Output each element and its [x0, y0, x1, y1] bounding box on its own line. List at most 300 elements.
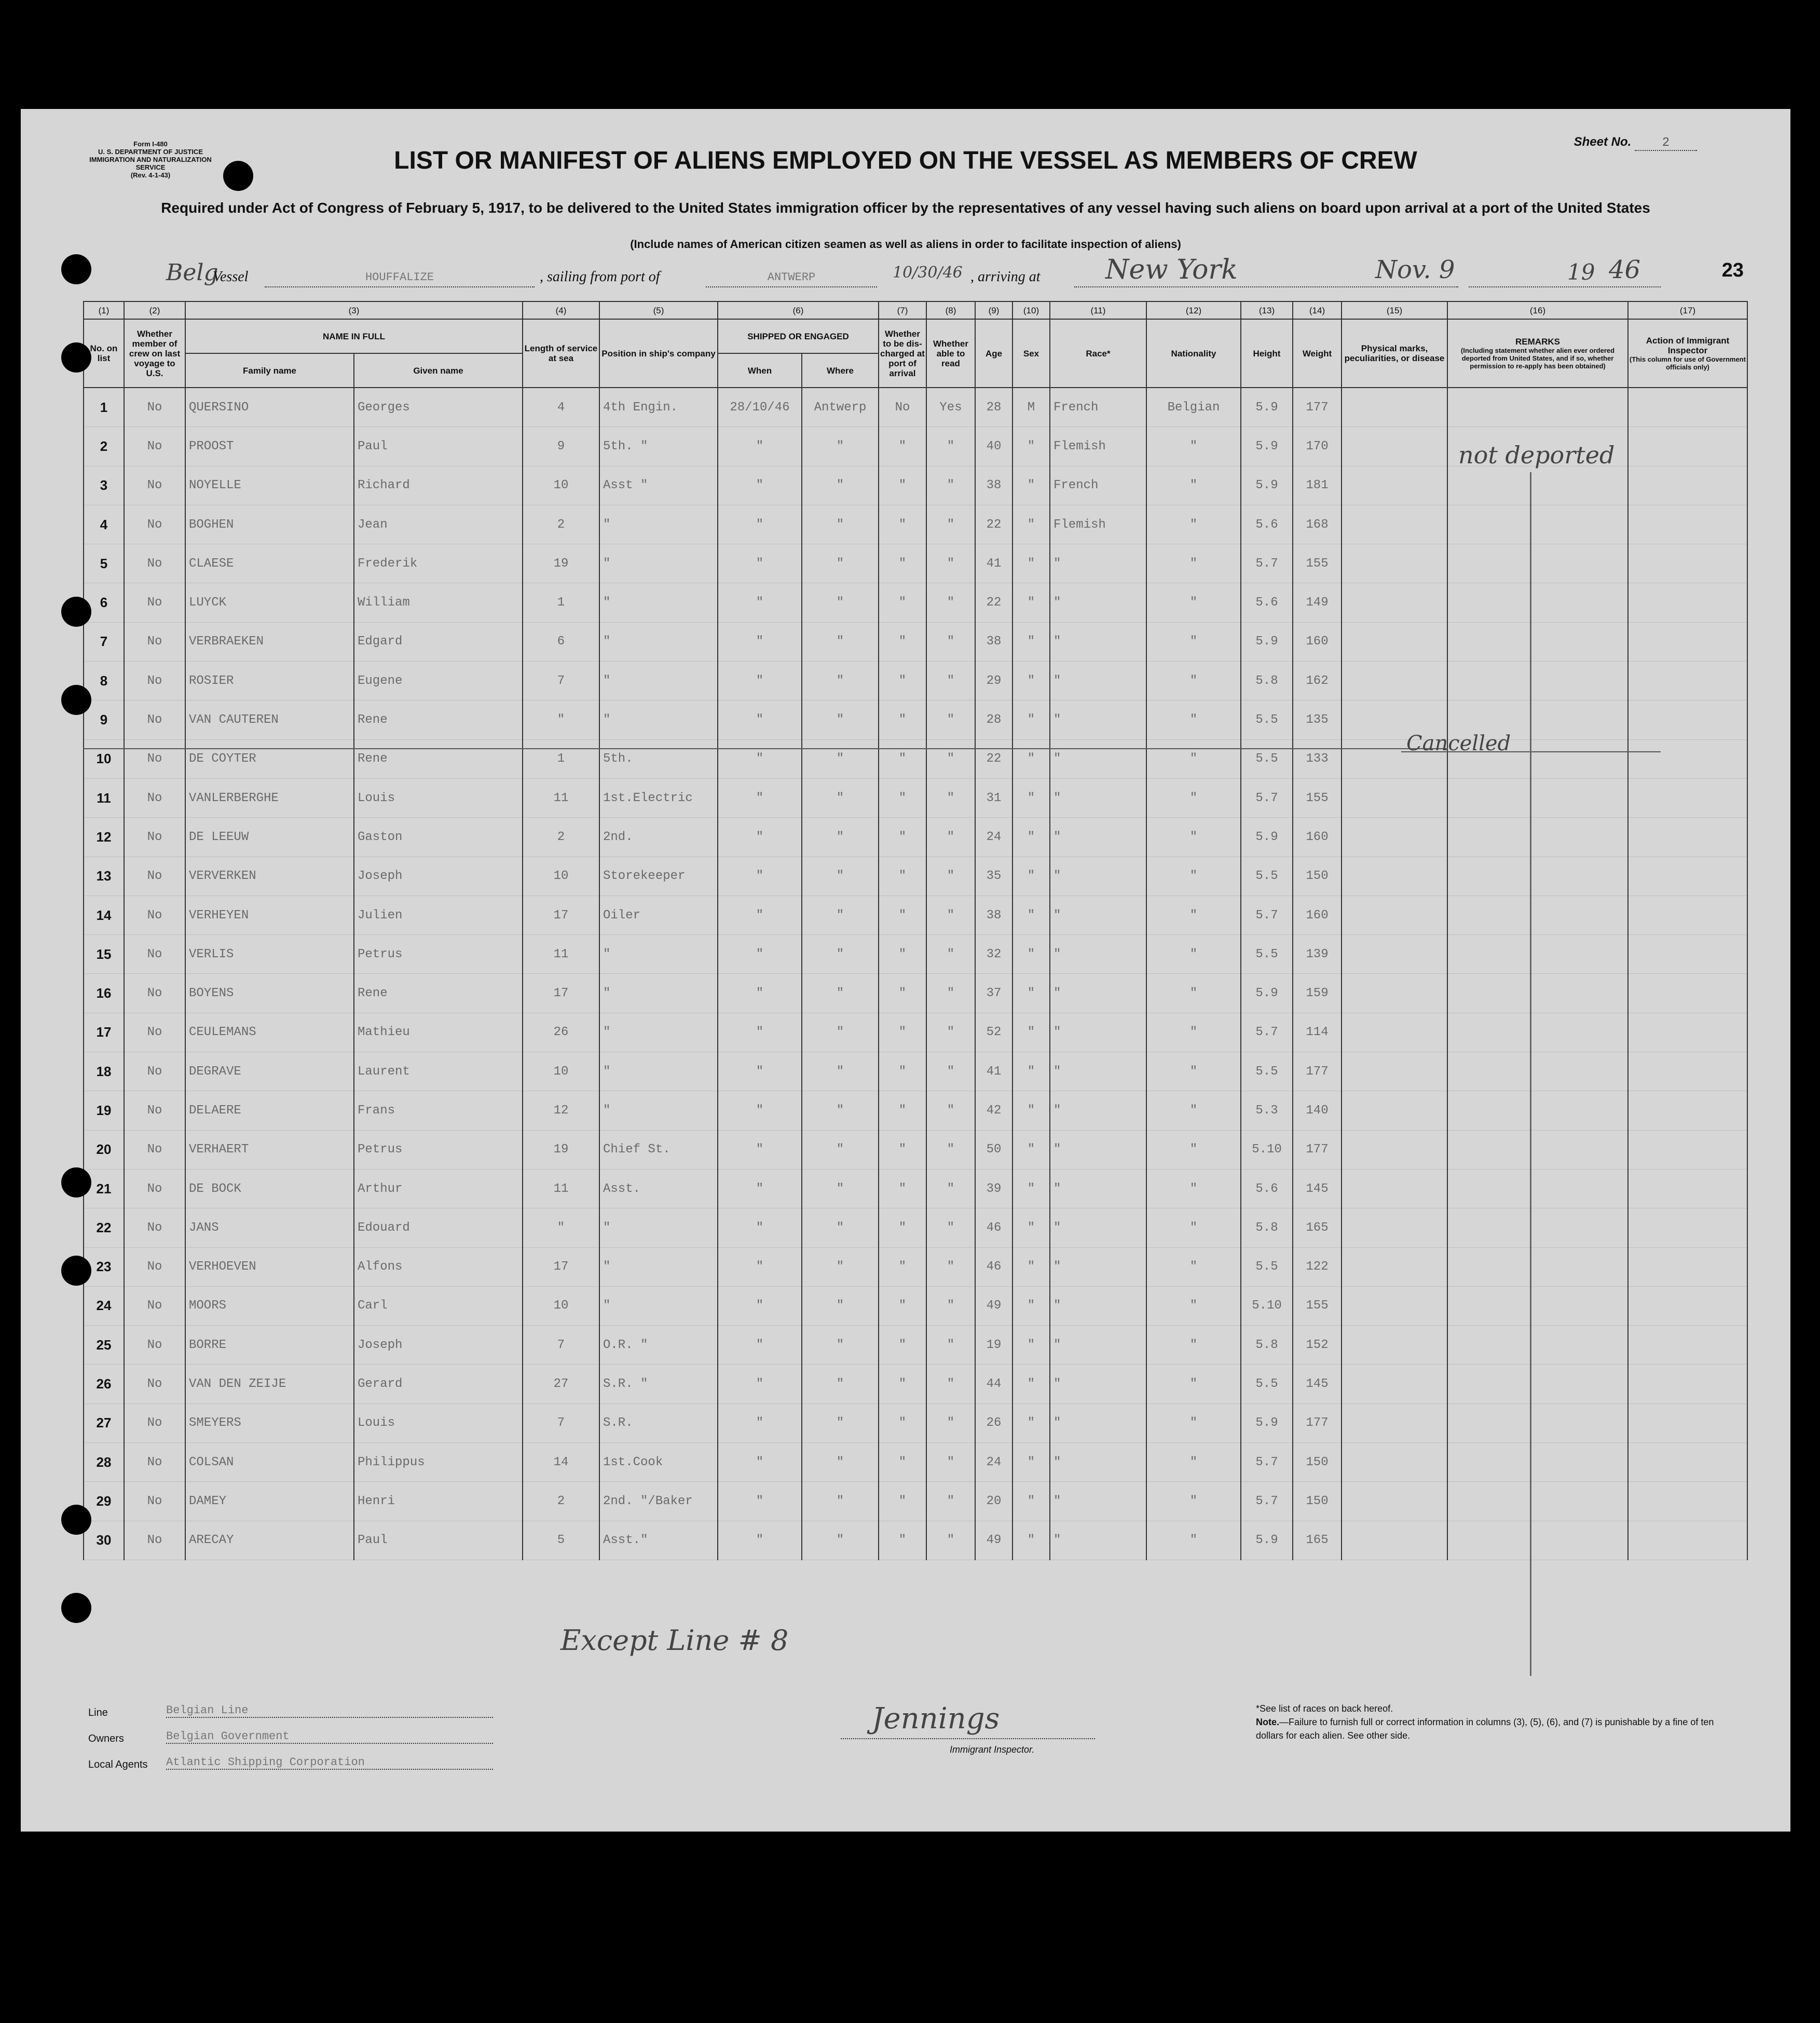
cell-when: "	[718, 1169, 802, 1208]
cell-race: "	[1050, 935, 1146, 974]
cell-weight: 145	[1293, 1169, 1342, 1208]
except-line-note: Except Line # 8	[560, 1624, 789, 1657]
cell-no: 2	[84, 427, 124, 466]
cell-physical	[1342, 583, 1447, 622]
cell-when: "	[718, 1130, 802, 1169]
cell-remarks	[1447, 1013, 1628, 1052]
cell-weight: 181	[1293, 466, 1342, 505]
cell-when: 28/10/46	[718, 388, 802, 427]
cell-height: 5.9	[1241, 466, 1293, 505]
cell-race: "	[1050, 1482, 1146, 1521]
cell-last: No	[124, 427, 185, 466]
cell-age: 41	[975, 1052, 1012, 1091]
cell-position: Asst."	[599, 1521, 718, 1560]
cell-height: 5.6	[1241, 1169, 1293, 1208]
page-number: 23	[1721, 259, 1744, 281]
cell-inspector	[1628, 1326, 1747, 1365]
cell-race: Flemish	[1050, 427, 1146, 466]
cell-read: "	[926, 778, 975, 817]
binder-hole	[61, 1505, 91, 1535]
cell-weight: 150	[1293, 857, 1342, 896]
cell-age: 29	[975, 662, 1012, 700]
remarks-title: REMARKS	[1515, 337, 1560, 347]
cell-read: "	[926, 739, 975, 778]
cell-nationality: "	[1146, 700, 1241, 739]
cell-nationality: "	[1146, 1091, 1241, 1130]
cell-when: "	[718, 700, 802, 739]
cell-read: "	[926, 1208, 975, 1247]
cell-remarks	[1447, 1208, 1628, 1247]
col-9-num: (9)	[975, 301, 1012, 319]
cell-last: No	[124, 1326, 185, 1365]
cell-position: "	[599, 1247, 718, 1286]
cell-disch: "	[879, 1130, 926, 1169]
table-row	[84, 662, 1747, 700]
cell-sex: "	[1012, 857, 1050, 896]
cell-given: Rene	[354, 974, 523, 1013]
cell-nationality: "	[1146, 1403, 1241, 1442]
cell-where: "	[802, 857, 879, 896]
cell-weight: 177	[1293, 1130, 1342, 1169]
cell-nationality: "	[1146, 1443, 1241, 1482]
cell-weight: 162	[1293, 662, 1342, 700]
col-13-num: (13)	[1241, 301, 1293, 319]
cell-given: Paul	[354, 427, 523, 466]
col-14-num: (14)	[1293, 301, 1342, 319]
cell-family: ROSIER	[185, 662, 354, 700]
cell-last: No	[124, 1482, 185, 1521]
cell-given: Louis	[354, 1403, 523, 1442]
cell-disch: "	[879, 505, 926, 544]
cell-no: 25	[84, 1326, 124, 1365]
cell-height: 5.9	[1241, 818, 1293, 857]
agents-value: Atlantic Shipping Corporation	[166, 1756, 493, 1770]
cell-inspector	[1628, 857, 1747, 896]
cell-family: PROOST	[185, 427, 354, 466]
col-header-physical: Physical marks, peculiarities, or disease	[1342, 319, 1447, 388]
cell-disch: "	[879, 583, 926, 622]
cell-disch: "	[879, 778, 926, 817]
cell-weight: 177	[1293, 1052, 1342, 1091]
cell-last: No	[124, 857, 185, 896]
cell-given: Arthur	[354, 1169, 523, 1208]
cell-race: "	[1050, 583, 1146, 622]
cell-given: Paul	[354, 1521, 523, 1560]
cell-sex: "	[1012, 1013, 1050, 1052]
cell-weight: 133	[1293, 739, 1342, 778]
cell-where: "	[802, 544, 879, 583]
cell-given: Petrus	[354, 935, 523, 974]
cell-inspector	[1628, 505, 1747, 544]
cell-weight: 170	[1293, 427, 1342, 466]
cell-age: 24	[975, 818, 1012, 857]
cell-disch: "	[879, 896, 926, 934]
cell-position: "	[599, 662, 718, 700]
cell-given: Louis	[354, 778, 523, 817]
table-row	[84, 1130, 1747, 1169]
cell-where: "	[802, 466, 879, 505]
cell-service: 10	[523, 466, 599, 505]
cell-position: "	[599, 505, 718, 544]
cell-sex: "	[1012, 583, 1050, 622]
cell-weight: 155	[1293, 544, 1342, 583]
cell-physical	[1342, 466, 1447, 505]
table-row	[84, 1482, 1747, 1521]
form-number: Form I-480	[133, 140, 168, 148]
cell-remarks	[1447, 1521, 1628, 1560]
cell-when: "	[718, 935, 802, 974]
cell-given: Frederik	[354, 544, 523, 583]
cell-remarks	[1447, 1091, 1628, 1130]
note-text: —Failure to furnish full or correct information in columns (3), (5), (6), and (7) is punishable by a fine of ten dollars for each alien. See other side.	[1256, 1717, 1714, 1741]
cell-family: ARECAY	[185, 1521, 354, 1560]
cell-nationality: "	[1146, 974, 1241, 1013]
document-title: LIST OR MANIFEST OF ALIENS EMPLOYED ON THE VESSEL AS MEMBERS OF CREW	[394, 147, 1417, 174]
cell-race: French	[1050, 466, 1146, 505]
cell-inspector	[1628, 1091, 1747, 1130]
cell-read: "	[926, 1521, 975, 1560]
cell-no: 21	[84, 1169, 124, 1208]
cell-given: Mathieu	[354, 1013, 523, 1052]
cell-race: "	[1050, 1443, 1146, 1482]
col-header-discharged: Whether to be dis-charged at port of arrival	[879, 319, 926, 388]
cell-given: Edgard	[354, 622, 523, 661]
cell-given: Laurent	[354, 1052, 523, 1091]
cell-sex: "	[1012, 1052, 1050, 1091]
col-6-num: (6)	[718, 301, 879, 319]
table-row	[84, 1052, 1747, 1091]
cell-weight: 139	[1293, 935, 1342, 974]
cell-last: No	[124, 662, 185, 700]
cell-family: QUERSINO	[185, 388, 354, 427]
cell-given: Rene	[354, 700, 523, 739]
cell-service: 17	[523, 1247, 599, 1286]
cell-race: "	[1050, 974, 1146, 1013]
cell-race: Flemish	[1050, 505, 1146, 544]
manifest-footer	[88, 1686, 1749, 1811]
cell-physical	[1342, 896, 1447, 934]
cell-last: No	[124, 1403, 185, 1442]
cell-race: "	[1050, 739, 1146, 778]
cell-service: 2	[523, 818, 599, 857]
cell-given: Jean	[354, 505, 523, 544]
cell-physical	[1342, 1286, 1447, 1325]
cell-nationality: "	[1146, 662, 1241, 700]
cell-physical	[1342, 1521, 1447, 1560]
cell-when: "	[718, 583, 802, 622]
cell-when: "	[718, 427, 802, 466]
cell-family: BOGHEN	[185, 505, 354, 544]
cell-last: No	[124, 739, 185, 778]
cell-race: "	[1050, 1208, 1146, 1247]
cell-last: No	[124, 1247, 185, 1286]
agents-label: Local Agents	[88, 1759, 148, 1770]
cell-remarks	[1447, 1443, 1628, 1482]
cell-given: Gaston	[354, 818, 523, 857]
table-row	[84, 1247, 1747, 1286]
cell-disch: "	[879, 1052, 926, 1091]
cell-where: "	[802, 505, 879, 544]
cell-where: "	[802, 700, 879, 739]
inspector-title: Action of Immigrant Inspector	[1646, 336, 1730, 355]
cell-family: VANLERBERGHE	[185, 778, 354, 817]
cell-inspector	[1628, 739, 1747, 778]
cell-read: "	[926, 1326, 975, 1365]
vessel-label: Vessel	[213, 269, 249, 285]
cell-last: No	[124, 622, 185, 661]
cell-height: 5.5	[1241, 1247, 1293, 1286]
cell-when: "	[718, 857, 802, 896]
cell-physical	[1342, 1403, 1447, 1442]
cell-nationality: "	[1146, 857, 1241, 896]
cell-inspector	[1628, 583, 1747, 622]
cell-inspector	[1628, 1286, 1747, 1325]
binder-hole	[61, 254, 91, 284]
cell-where: "	[802, 1169, 879, 1208]
table-row	[84, 1365, 1747, 1403]
cell-service: "	[523, 700, 599, 739]
cell-given: Georges	[354, 388, 523, 427]
cell-race: "	[1050, 1091, 1146, 1130]
cell-position: "	[599, 700, 718, 739]
table-row	[84, 896, 1747, 934]
cell-disch: "	[879, 1013, 926, 1052]
cell-race: "	[1050, 1013, 1146, 1052]
ditto-line	[1530, 472, 1531, 1676]
cell-disch: "	[879, 818, 926, 857]
table-row	[84, 583, 1747, 622]
cell-age: 38	[975, 466, 1012, 505]
cell-nationality: "	[1146, 1052, 1241, 1091]
cell-given: Gerard	[354, 1365, 523, 1403]
owners-label: Owners	[88, 1733, 124, 1744]
cell-remarks	[1447, 974, 1628, 1013]
cell-no: 11	[84, 778, 124, 817]
cell-race: "	[1050, 1286, 1146, 1325]
cell-weight: 177	[1293, 1403, 1342, 1442]
cell-position: "	[599, 544, 718, 583]
cell-given: Joseph	[354, 1326, 523, 1365]
cell-race: "	[1050, 818, 1146, 857]
table-row	[84, 1169, 1747, 1208]
vessel-name: HOUFFALIZE	[265, 271, 535, 287]
cell-when: "	[718, 544, 802, 583]
cell-when: "	[718, 1208, 802, 1247]
cell-physical	[1342, 818, 1447, 857]
cell-family: VAN CAUTEREN	[185, 700, 354, 739]
cell-weight: 152	[1293, 1326, 1342, 1365]
cell-read: "	[926, 700, 975, 739]
table-row	[84, 544, 1747, 583]
cell-when: "	[718, 818, 802, 857]
col-3-num: (3)	[185, 301, 523, 319]
cell-read: "	[926, 505, 975, 544]
cell-inspector	[1628, 1443, 1747, 1482]
cell-position: S.R.	[599, 1403, 718, 1442]
table-row	[84, 505, 1747, 544]
cell-where: "	[802, 1365, 879, 1403]
cell-service: 7	[523, 1403, 599, 1442]
cell-race: "	[1050, 544, 1146, 583]
inspector-label: Immigrant Inspector.	[950, 1744, 1035, 1755]
cell-height: 5.5	[1241, 857, 1293, 896]
inspector-signature: Jennings	[872, 1702, 1000, 1736]
cell-read: "	[926, 1052, 975, 1091]
cell-height: 5.6	[1241, 505, 1293, 544]
cell-height: 5.5	[1241, 700, 1293, 739]
col-17-num: (17)	[1628, 301, 1747, 319]
cell-race: "	[1050, 778, 1146, 817]
cell-race: "	[1050, 896, 1146, 934]
cell-height: 5.7	[1241, 544, 1293, 583]
cell-disch: "	[879, 1286, 926, 1325]
cell-where: "	[802, 427, 879, 466]
cell-last: No	[124, 1208, 185, 1247]
remarks-subtitle: (Including statement whether alien ever ordered deported from United States, and if so, whether permission to re-apply has been obtained)	[1460, 347, 1615, 370]
cell-given: Richard	[354, 466, 523, 505]
cell-sex: "	[1012, 466, 1050, 505]
cell-remarks	[1447, 1130, 1628, 1169]
cell-inspector	[1628, 1521, 1747, 1560]
cell-service: 1	[523, 739, 599, 778]
cell-family: DELAERE	[185, 1091, 354, 1130]
cell-nationality: Belgian	[1146, 388, 1241, 427]
cell-read: "	[926, 857, 975, 896]
cell-read: "	[926, 1365, 975, 1403]
sailing-label: , sailing from port of	[540, 269, 660, 285]
cell-family: MOORS	[185, 1286, 354, 1325]
cell-read: "	[926, 1130, 975, 1169]
cell-weight: 140	[1293, 1091, 1342, 1130]
cell-age: 28	[975, 388, 1012, 427]
cell-age: 52	[975, 1013, 1012, 1052]
col-header-position: Position in ship's company	[599, 319, 718, 388]
cell-when: "	[718, 1326, 802, 1365]
cell-age: 20	[975, 1482, 1012, 1521]
cell-when: "	[718, 622, 802, 661]
cell-nationality: "	[1146, 1169, 1241, 1208]
cell-service: "	[523, 1208, 599, 1247]
cell-inspector	[1628, 1169, 1747, 1208]
col-11-num: (11)	[1050, 301, 1146, 319]
cell-no: 4	[84, 505, 124, 544]
cell-given: Frans	[354, 1091, 523, 1130]
cell-disch: "	[879, 544, 926, 583]
binder-hole	[223, 161, 253, 191]
cell-disch: "	[879, 622, 926, 661]
cell-when: "	[718, 778, 802, 817]
col-header-inspector	[1628, 319, 1747, 388]
cell-where: "	[802, 1208, 879, 1247]
line-value: Belgian Line	[166, 1704, 493, 1718]
cell-position: 4th Engin.	[599, 388, 718, 427]
cell-weight: 160	[1293, 896, 1342, 934]
owners-value: Belgian Government	[166, 1730, 493, 1744]
cell-read: "	[926, 1443, 975, 1482]
cell-sex: "	[1012, 1208, 1050, 1247]
cell-service: 9	[523, 427, 599, 466]
arriving-label: , arriving at	[970, 269, 1041, 285]
revision: (Rev. 4-1-43)	[130, 171, 171, 179]
cell-position: 2nd.	[599, 818, 718, 857]
cell-service: 19	[523, 544, 599, 583]
cell-inspector	[1628, 662, 1747, 700]
cell-weight: 160	[1293, 622, 1342, 661]
cell-race: "	[1050, 622, 1146, 661]
cell-when: "	[718, 1443, 802, 1482]
cell-last: No	[124, 818, 185, 857]
cell-age: 22	[975, 739, 1012, 778]
cell-height: 5.9	[1241, 974, 1293, 1013]
cell-service: 7	[523, 1326, 599, 1365]
cell-read: "	[926, 1403, 975, 1442]
cell-no: 18	[84, 1052, 124, 1091]
cell-weight: 177	[1293, 388, 1342, 427]
cell-inspector	[1628, 1247, 1747, 1286]
col-2-num: (2)	[124, 301, 185, 319]
cell-where: "	[802, 896, 879, 934]
inspector-subtitle: (This column for use of Government officials only)	[1630, 355, 1746, 371]
cell-when: "	[718, 1286, 802, 1325]
cell-remarks	[1447, 778, 1628, 817]
cell-sex: "	[1012, 1247, 1050, 1286]
cell-last: No	[124, 1169, 185, 1208]
cell-read: "	[926, 1482, 975, 1521]
table-row	[84, 388, 1747, 427]
cell-position: "	[599, 974, 718, 1013]
table-row	[84, 466, 1747, 505]
sheet-number-value: 2	[1635, 136, 1697, 151]
cell-no: 10	[84, 739, 124, 778]
cell-age: 42	[975, 1091, 1012, 1130]
cell-read: "	[926, 662, 975, 700]
cell-position: "	[599, 1208, 718, 1247]
line-label: Line	[88, 1707, 108, 1718]
cell-age: 22	[975, 583, 1012, 622]
col-7-num: (7)	[879, 301, 926, 319]
cell-remarks	[1447, 1052, 1628, 1091]
cell-inspector	[1628, 896, 1747, 934]
cell-sex: "	[1012, 1286, 1050, 1325]
cell-remarks	[1447, 935, 1628, 974]
cell-physical	[1342, 1365, 1447, 1403]
cell-inspector	[1628, 818, 1747, 857]
cell-physical	[1342, 1052, 1447, 1091]
cell-physical	[1342, 1482, 1447, 1521]
cell-height: 5.9	[1241, 427, 1293, 466]
cell-physical	[1342, 388, 1447, 427]
cell-when: "	[718, 896, 802, 934]
cell-sex: "	[1012, 622, 1050, 661]
cell-where: "	[802, 1403, 879, 1442]
cell-remarks	[1447, 622, 1628, 661]
cell-height: 5.8	[1241, 1208, 1293, 1247]
cell-read: "	[926, 544, 975, 583]
cell-last: No	[124, 1521, 185, 1560]
column-number-row	[84, 301, 1747, 319]
table-row	[84, 1443, 1747, 1482]
cell-height: 5.5	[1241, 739, 1293, 778]
cell-age: 50	[975, 1130, 1012, 1169]
cell-inspector	[1628, 1013, 1747, 1052]
cell-height: 5.8	[1241, 662, 1293, 700]
column-header-row	[84, 319, 1747, 353]
cell-when: "	[718, 739, 802, 778]
cell-where: "	[802, 778, 879, 817]
cell-physical	[1342, 544, 1447, 583]
cell-inspector	[1628, 1130, 1747, 1169]
cell-disch: "	[879, 700, 926, 739]
